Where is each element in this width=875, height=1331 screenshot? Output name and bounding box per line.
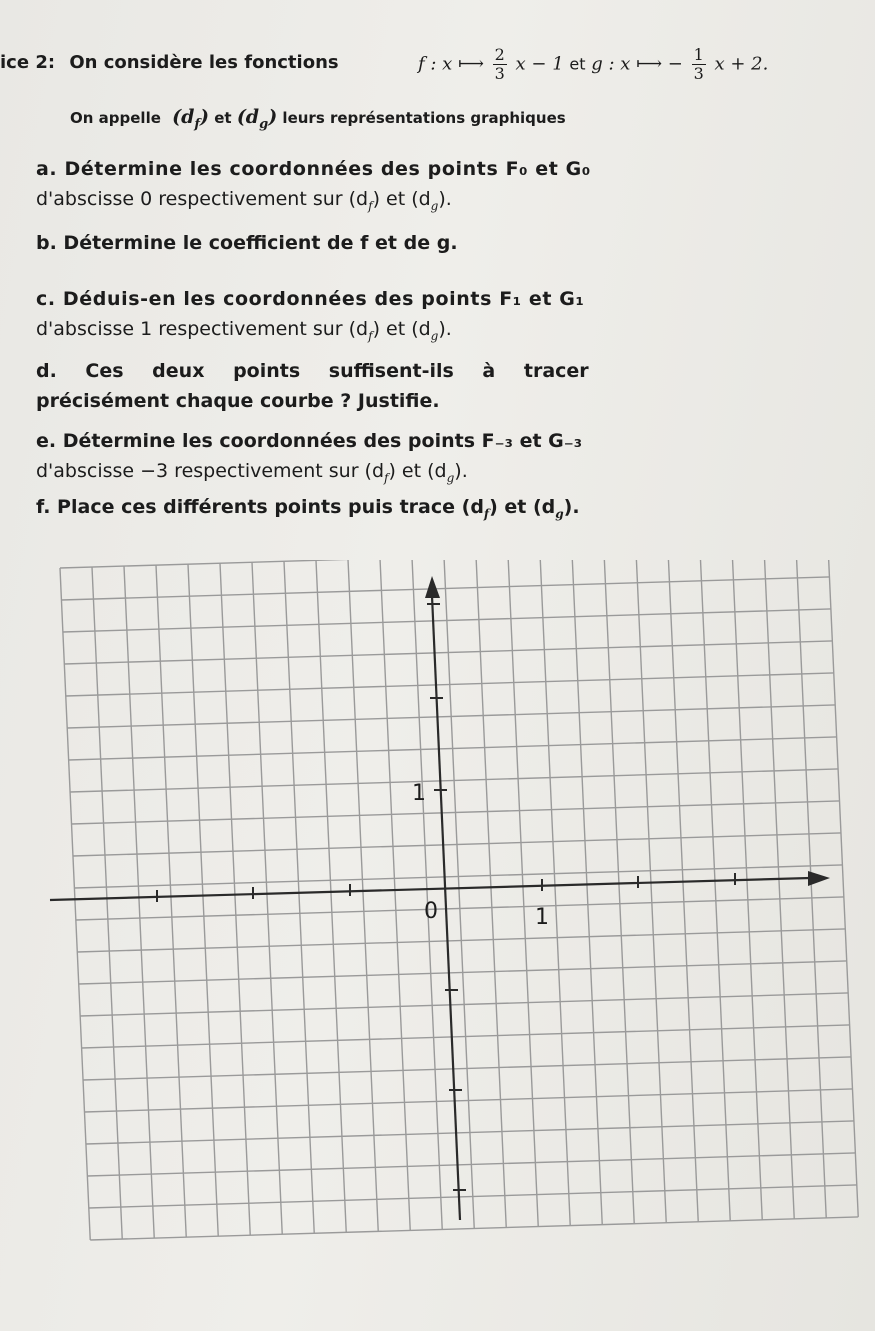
maps-to-arrow-icon: ⟼: [458, 53, 484, 75]
grid-vertical-line: [124, 566, 154, 1238]
grid-vertical-line: [92, 567, 122, 1239]
graph-area: [0, 560, 875, 1260]
grid-vertical-line: [348, 560, 378, 1231]
grid-vertical-line: [412, 560, 442, 1229]
f-coefficient-fraction: $\frac{2}{3}$: [494, 45, 505, 83]
y-unit-label: 1: [412, 781, 426, 806]
intro-pre: On appelle: [70, 109, 161, 127]
g-def-prefix: g : x: [591, 53, 631, 75]
grid-vertical-line: [284, 561, 314, 1233]
grid-lines: [60, 560, 858, 1240]
grid-vertical-line: [604, 560, 634, 1224]
question-e-line1: e. Détermine les coordonnées des points F₋₃ et G₋₃: [36, 430, 583, 452]
exercise-label: ice 2:: [0, 52, 56, 73]
origin-label: 0: [424, 899, 438, 924]
question-c-line2: d'abscisse 1 respectivement sur $(d_f)$ et $(d_g)$.: [36, 318, 452, 343]
grid-vertical-line: [476, 560, 506, 1228]
grid-vertical-line: [700, 560, 730, 1221]
y-axis-arrow-icon: [425, 576, 440, 598]
x-axis-arrow-icon: [808, 871, 830, 886]
grid-vertical-line: [668, 560, 698, 1222]
question-d-line1: d. Ces deux points suffisent-ils à tracer: [36, 360, 589, 382]
grid-vertical-line: [572, 560, 602, 1225]
grid-vertical-line: [156, 565, 186, 1237]
f-def-suffix: x − 1: [515, 53, 564, 75]
grid-vertical-line: [60, 568, 90, 1240]
grid-vertical-line: [252, 562, 282, 1234]
coordinate-grid: [0, 560, 875, 1260]
f-def-prefix: f : x: [418, 53, 453, 75]
grid-vertical-line: [796, 560, 826, 1218]
intro-text: On considère les fonctions: [69, 52, 339, 73]
df-notation: $(d_f)$: [172, 106, 209, 132]
grid-vertical-line: [828, 560, 858, 1217]
question-f-line1: f. Place ces différents points puis trace $(d_f)$ et $(d_g)$.: [36, 496, 580, 521]
maps-to-arrow-icon: ⟼: [636, 53, 662, 75]
g-minus: −: [667, 53, 683, 75]
question-a-line1: a. Détermine les coordonnées des points F₀ et G₀: [36, 158, 591, 180]
grid-vertical-line: [444, 560, 474, 1228]
dg-notation: $(d_g)$: [236, 106, 278, 132]
connector-et: et: [569, 54, 586, 74]
x-axis: [50, 878, 810, 900]
grid-vertical-line: [220, 563, 250, 1235]
g-coefficient-fraction: $\frac{1}{3}$: [693, 45, 704, 83]
intro-and: et: [214, 109, 232, 127]
intro-post: leurs représentations graphiques: [282, 109, 566, 127]
graph-intro-line: [70, 106, 566, 132]
question-b-line1: b. Détermine le coefficient de f et de g.: [36, 232, 458, 254]
grid-vertical-line: [316, 560, 346, 1232]
grid-vertical-line: [636, 560, 666, 1223]
question-a-line2: d'abscisse 0 respectivement sur $(d_f)$ et $(d_g)$.: [36, 188, 452, 213]
question-e-line2: d'abscisse −3 respectivement sur $(d_f)$ et $(d_g)$.: [36, 460, 468, 485]
x-unit-label: 1: [535, 905, 549, 930]
question-c-line1: c. Déduis-en les coordonnées des points F₁ et G₁: [36, 288, 585, 310]
grid-vertical-line: [732, 560, 762, 1220]
function-definitions: [418, 46, 768, 83]
question-d-line2: précisément chaque courbe ? Justifie.: [36, 390, 440, 412]
grid-vertical-line: [508, 560, 538, 1227]
exercise-header: [0, 52, 339, 73]
g-def-suffix: x + 2.: [714, 53, 769, 75]
grid-vertical-line: [764, 560, 794, 1219]
grid-vertical-line: [380, 560, 410, 1230]
grid-vertical-line: [540, 560, 570, 1226]
grid-vertical-line: [188, 564, 218, 1236]
